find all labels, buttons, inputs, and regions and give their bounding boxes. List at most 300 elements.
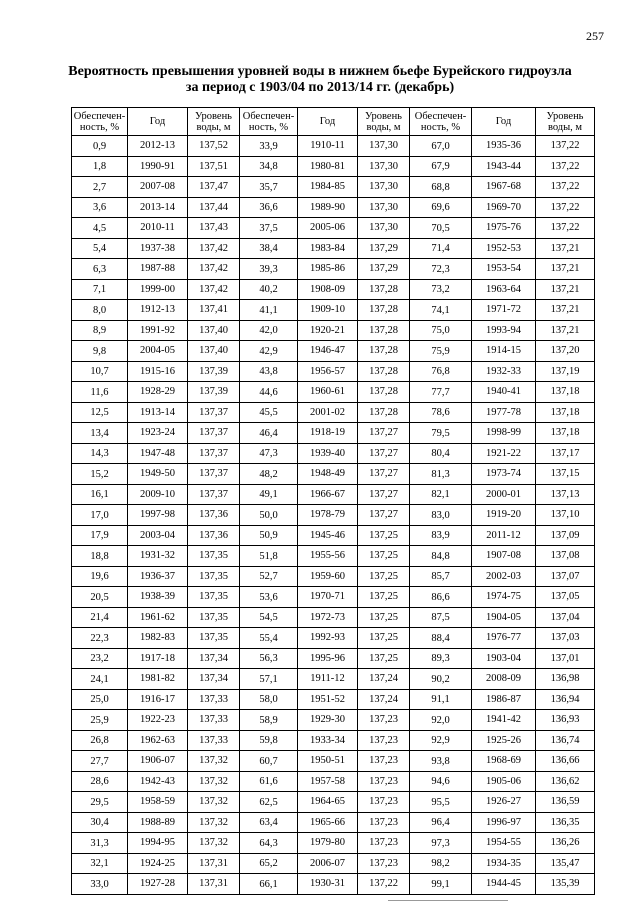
probability-cell: 46,4	[240, 423, 298, 444]
year-cell: 1939-40	[298, 443, 358, 464]
probability-cell: 95,5	[410, 792, 472, 813]
level-cell: 136,74	[536, 730, 595, 751]
probability-cell: 63,4	[240, 812, 298, 833]
table-row	[72, 853, 595, 874]
year-cell: 1973-74	[472, 464, 536, 485]
probability-cell: 22,3	[72, 628, 128, 649]
probability-cell: 4,5	[72, 218, 128, 239]
year-cell: 1993-94	[472, 320, 536, 341]
level-cell: 137,18	[536, 402, 595, 423]
probability-cell: 1,8	[72, 156, 128, 177]
year-cell: 1999-00	[128, 279, 188, 300]
probability-cell: 54,5	[240, 607, 298, 628]
year-cell: 1941-42	[472, 710, 536, 731]
probability-cell: 27,7	[72, 751, 128, 772]
probability-cell: 84,8	[410, 546, 472, 567]
probability-cell: 19,6	[72, 566, 128, 587]
probability-cell: 25,0	[72, 689, 128, 710]
level-cell: 137,25	[358, 607, 410, 628]
level-cell: 137,42	[188, 259, 240, 280]
year-cell: 1932-33	[472, 361, 536, 382]
level-cell: 137,32	[188, 771, 240, 792]
table-row	[72, 156, 595, 177]
level-cell: 137,32	[188, 833, 240, 854]
probability-cell: 52,7	[240, 566, 298, 587]
probability-cell: 16,1	[72, 484, 128, 505]
year-cell: 1959-60	[298, 566, 358, 587]
year-cell: 2005-06	[298, 218, 358, 239]
bottom-divider	[388, 900, 508, 901]
year-cell: 1997-98	[128, 505, 188, 526]
level-cell: 137,32	[188, 751, 240, 772]
level-cell: 137,35	[188, 587, 240, 608]
level-cell: 137,05	[536, 587, 595, 608]
probability-cell: 64,3	[240, 833, 298, 854]
level-cell: 137,40	[188, 320, 240, 341]
year-cell: 1934-35	[472, 853, 536, 874]
level-cell: 137,35	[188, 607, 240, 628]
probability-cell: 15,2	[72, 464, 128, 485]
probability-cell: 71,4	[410, 238, 472, 259]
level-cell: 137,13	[536, 484, 595, 505]
probability-cell: 61,6	[240, 771, 298, 792]
probability-cell: 45,5	[240, 402, 298, 423]
year-cell: 1933-34	[298, 730, 358, 751]
probability-cell: 33,9	[240, 136, 298, 157]
level-cell: 136,94	[536, 689, 595, 710]
column-header: Год	[472, 108, 536, 136]
year-cell: 1913-14	[128, 402, 188, 423]
year-cell: 1964-65	[298, 792, 358, 813]
level-cell: 137,27	[358, 423, 410, 444]
table-row	[72, 136, 595, 157]
year-cell: 1957-58	[298, 771, 358, 792]
year-cell: 2004-05	[128, 341, 188, 362]
year-cell: 1944-45	[472, 874, 536, 895]
level-cell: 137,10	[536, 505, 595, 526]
level-cell: 137,37	[188, 402, 240, 423]
probability-cell: 2,7	[72, 177, 128, 198]
probability-cell: 58,9	[240, 710, 298, 731]
level-cell: 137,27	[358, 505, 410, 526]
level-cell: 137,23	[358, 812, 410, 833]
table-row	[72, 751, 595, 772]
year-cell: 1927-28	[128, 874, 188, 895]
year-cell: 2008-09	[472, 669, 536, 690]
probability-cell: 34,8	[240, 156, 298, 177]
table-row	[72, 341, 595, 362]
probability-cell: 98,2	[410, 853, 472, 874]
probability-cell: 38,4	[240, 238, 298, 259]
level-cell: 137,25	[358, 566, 410, 587]
year-cell: 1930-31	[298, 874, 358, 895]
year-cell: 1948-49	[298, 464, 358, 485]
probability-cell: 50,9	[240, 525, 298, 546]
probability-cell: 65,2	[240, 853, 298, 874]
probability-cell: 55,4	[240, 628, 298, 649]
table-row	[72, 874, 595, 895]
year-cell: 1979-80	[298, 833, 358, 854]
table-row	[72, 464, 595, 485]
year-cell: 1981-82	[128, 669, 188, 690]
probability-cell: 30,4	[72, 812, 128, 833]
probability-cell: 49,1	[240, 484, 298, 505]
year-cell: 1990-91	[128, 156, 188, 177]
year-cell: 1976-77	[472, 628, 536, 649]
probability-cell: 67,0	[410, 136, 472, 157]
level-cell: 137,22	[536, 197, 595, 218]
level-cell: 137,33	[188, 730, 240, 751]
year-cell: 1928-29	[128, 382, 188, 403]
table-body	[72, 136, 595, 895]
year-cell: 2003-04	[128, 525, 188, 546]
probability-cell: 99,1	[410, 874, 472, 895]
level-cell: 137,27	[358, 443, 410, 464]
year-cell: 1920-21	[298, 320, 358, 341]
level-cell: 137,40	[188, 341, 240, 362]
level-cell: 137,03	[536, 628, 595, 649]
probability-cell: 81,3	[410, 464, 472, 485]
table-row	[72, 669, 595, 690]
table-row	[72, 587, 595, 608]
year-cell: 1918-19	[298, 423, 358, 444]
level-cell: 137,33	[188, 689, 240, 710]
level-cell: 137,25	[358, 587, 410, 608]
level-cell: 137,18	[536, 423, 595, 444]
level-cell: 137,28	[358, 361, 410, 382]
level-cell: 137,22	[536, 156, 595, 177]
probability-cell: 62,5	[240, 792, 298, 813]
level-cell: 137,15	[536, 464, 595, 485]
level-cell: 137,23	[358, 710, 410, 731]
level-cell: 137,20	[536, 341, 595, 362]
probability-cell: 26,8	[72, 730, 128, 751]
probability-cell: 8,9	[72, 320, 128, 341]
probability-cell: 94,6	[410, 771, 472, 792]
probability-cell: 41,1	[240, 300, 298, 321]
level-cell: 137,29	[358, 238, 410, 259]
probability-cell: 93,8	[410, 751, 472, 772]
year-cell: 1953-54	[472, 259, 536, 280]
year-cell: 1936-37	[128, 566, 188, 587]
probability-cell: 90,2	[410, 669, 472, 690]
level-cell: 136,66	[536, 751, 595, 772]
level-cell: 137,29	[358, 259, 410, 280]
probability-cell: 87,5	[410, 607, 472, 628]
level-cell: 137,23	[358, 730, 410, 751]
table-row	[72, 546, 595, 567]
level-cell: 137,34	[188, 669, 240, 690]
year-cell: 1906-07	[128, 751, 188, 772]
level-cell: 137,18	[536, 382, 595, 403]
probability-cell: 42,9	[240, 341, 298, 362]
level-cell: 136,35	[536, 812, 595, 833]
probability-cell: 40,2	[240, 279, 298, 300]
table-row	[72, 259, 595, 280]
water-level-table	[71, 107, 595, 895]
probability-cell: 50,0	[240, 505, 298, 526]
year-cell: 1949-50	[128, 464, 188, 485]
level-cell: 135,47	[536, 853, 595, 874]
year-cell: 1970-71	[298, 587, 358, 608]
probability-cell: 32,1	[72, 853, 128, 874]
table-row	[72, 833, 595, 854]
level-cell: 137,25	[358, 628, 410, 649]
probability-cell: 6,3	[72, 259, 128, 280]
probability-cell: 68,8	[410, 177, 472, 198]
year-cell: 1937-38	[128, 238, 188, 259]
year-cell: 1994-95	[128, 833, 188, 854]
level-cell: 136,26	[536, 833, 595, 854]
year-cell: 1931-32	[128, 546, 188, 567]
year-cell: 1917-18	[128, 648, 188, 669]
probability-cell: 3,6	[72, 197, 128, 218]
level-cell: 137,22	[536, 177, 595, 198]
probability-cell: 97,3	[410, 833, 472, 854]
probability-cell: 60,7	[240, 751, 298, 772]
year-cell: 1912-13	[128, 300, 188, 321]
level-cell: 137,21	[536, 300, 595, 321]
probability-cell: 88,4	[410, 628, 472, 649]
level-cell: 137,22	[536, 218, 595, 239]
level-cell: 137,43	[188, 218, 240, 239]
probability-cell: 72,3	[410, 259, 472, 280]
year-cell: 2009-10	[128, 484, 188, 505]
level-cell: 137,36	[188, 505, 240, 526]
year-cell: 1989-90	[298, 197, 358, 218]
level-cell: 137,24	[358, 689, 410, 710]
probability-cell: 25,9	[72, 710, 128, 731]
level-cell: 137,35	[188, 628, 240, 649]
table-row	[72, 628, 595, 649]
year-cell: 2012-13	[128, 136, 188, 157]
year-cell: 1907-08	[472, 546, 536, 567]
year-cell: 1908-09	[298, 279, 358, 300]
level-cell: 137,44	[188, 197, 240, 218]
probability-cell: 70,5	[410, 218, 472, 239]
probability-cell: 31,3	[72, 833, 128, 854]
table-row	[72, 648, 595, 669]
table-row	[72, 525, 595, 546]
probability-cell: 51,8	[240, 546, 298, 567]
year-cell: 1916-17	[128, 689, 188, 710]
probability-cell: 56,3	[240, 648, 298, 669]
year-cell: 1946-47	[298, 341, 358, 362]
year-cell: 1951-52	[298, 689, 358, 710]
table-row	[72, 197, 595, 218]
level-cell: 136,62	[536, 771, 595, 792]
level-cell: 137,37	[188, 484, 240, 505]
year-cell: 1904-05	[472, 607, 536, 628]
probability-cell: 33,0	[72, 874, 128, 895]
year-cell: 1921-22	[472, 443, 536, 464]
year-cell: 1998-99	[472, 423, 536, 444]
level-cell: 137,37	[188, 423, 240, 444]
probability-cell: 66,1	[240, 874, 298, 895]
year-cell: 1968-69	[472, 751, 536, 772]
year-cell: 1984-85	[298, 177, 358, 198]
year-cell: 1960-61	[298, 382, 358, 403]
level-cell: 137,28	[358, 402, 410, 423]
year-cell: 1983-84	[298, 238, 358, 259]
year-cell: 1967-68	[472, 177, 536, 198]
year-cell: 1965-66	[298, 812, 358, 833]
level-cell: 137,25	[358, 525, 410, 546]
probability-cell: 69,6	[410, 197, 472, 218]
probability-cell: 44,6	[240, 382, 298, 403]
year-cell: 2001-02	[298, 402, 358, 423]
level-cell: 137,52	[188, 136, 240, 157]
year-cell: 1954-55	[472, 833, 536, 854]
level-cell: 137,28	[358, 320, 410, 341]
year-cell: 1969-70	[472, 197, 536, 218]
year-cell: 1950-51	[298, 751, 358, 772]
year-cell: 1961-62	[128, 607, 188, 628]
year-cell: 1905-06	[472, 771, 536, 792]
probability-cell: 36,6	[240, 197, 298, 218]
probability-cell: 74,1	[410, 300, 472, 321]
level-cell: 137,34	[188, 648, 240, 669]
year-cell: 1975-76	[472, 218, 536, 239]
level-cell: 137,31	[188, 853, 240, 874]
year-cell: 1971-72	[472, 300, 536, 321]
year-cell: 1952-53	[472, 238, 536, 259]
level-cell: 137,21	[536, 238, 595, 259]
title-line-1: Вероятность превышения уровней воды в нижнем бьефе Бурейского гидроузла	[68, 64, 572, 79]
probability-cell: 92,9	[410, 730, 472, 751]
level-cell: 136,98	[536, 669, 595, 690]
probability-cell: 17,9	[72, 525, 128, 546]
year-cell: 1923-24	[128, 423, 188, 444]
level-cell: 137,35	[188, 546, 240, 567]
probability-cell: 86,6	[410, 587, 472, 608]
probability-cell: 75,0	[410, 320, 472, 341]
year-cell: 1982-83	[128, 628, 188, 649]
probability-cell: 21,4	[72, 607, 128, 628]
column-header: Уровень воды, м	[188, 108, 240, 136]
year-cell: 1978-79	[298, 505, 358, 526]
probability-cell: 47,3	[240, 443, 298, 464]
level-cell: 137,21	[536, 259, 595, 280]
probability-cell: 9,8	[72, 341, 128, 362]
level-cell: 137,21	[536, 320, 595, 341]
year-cell: 1977-78	[472, 402, 536, 423]
year-cell: 1911-12	[298, 669, 358, 690]
probability-cell: 14,3	[72, 443, 128, 464]
level-cell: 137,25	[358, 648, 410, 669]
year-cell: 1942-43	[128, 771, 188, 792]
year-cell: 2006-07	[298, 853, 358, 874]
level-cell: 137,42	[188, 279, 240, 300]
table-header-row	[72, 108, 595, 136]
probability-cell: 53,6	[240, 587, 298, 608]
level-cell: 137,51	[188, 156, 240, 177]
probability-cell: 83,0	[410, 505, 472, 526]
level-cell: 137,28	[358, 300, 410, 321]
level-cell: 137,04	[536, 607, 595, 628]
table-row	[72, 177, 595, 198]
probability-cell: 29,5	[72, 792, 128, 813]
year-cell: 2000-01	[472, 484, 536, 505]
year-cell: 1903-04	[472, 648, 536, 669]
probability-cell: 78,6	[410, 402, 472, 423]
probability-cell: 75,9	[410, 341, 472, 362]
probability-cell: 7,1	[72, 279, 128, 300]
level-cell: 137,42	[188, 238, 240, 259]
level-cell: 137,17	[536, 443, 595, 464]
level-cell: 137,27	[358, 484, 410, 505]
level-cell: 137,32	[188, 812, 240, 833]
level-cell: 137,22	[536, 136, 595, 157]
column-header: Обеспечен-ность, %	[72, 108, 128, 136]
probability-cell: 92,0	[410, 710, 472, 731]
year-cell: 1995-96	[298, 648, 358, 669]
table-row	[72, 710, 595, 731]
probability-cell: 35,7	[240, 177, 298, 198]
column-header: Год	[298, 108, 358, 136]
year-cell: 1991-92	[128, 320, 188, 341]
level-cell: 137,31	[188, 874, 240, 895]
page-number: 257	[586, 29, 604, 43]
year-cell: 1963-64	[472, 279, 536, 300]
year-cell: 1974-75	[472, 587, 536, 608]
year-cell: 1910-11	[298, 136, 358, 157]
level-cell: 137,08	[536, 546, 595, 567]
table-row	[72, 730, 595, 751]
level-cell: 137,37	[188, 443, 240, 464]
level-cell: 137,30	[358, 197, 410, 218]
year-cell: 1924-25	[128, 853, 188, 874]
year-cell: 1988-89	[128, 812, 188, 833]
probability-cell: 20,5	[72, 587, 128, 608]
level-cell: 137,41	[188, 300, 240, 321]
table-row	[72, 566, 595, 587]
probability-cell: 0,9	[72, 136, 128, 157]
table-row	[72, 279, 595, 300]
year-cell: 1980-81	[298, 156, 358, 177]
level-cell: 136,59	[536, 792, 595, 813]
level-cell: 137,28	[358, 279, 410, 300]
probability-cell: 58,0	[240, 689, 298, 710]
year-cell: 1987-88	[128, 259, 188, 280]
column-header: Уровень воды, м	[358, 108, 410, 136]
probability-cell: 67,9	[410, 156, 472, 177]
level-cell: 137,37	[188, 464, 240, 485]
level-cell: 137,23	[358, 771, 410, 792]
table-row	[72, 402, 595, 423]
level-cell: 137,33	[188, 710, 240, 731]
probability-cell: 59,8	[240, 730, 298, 751]
year-cell: 1929-30	[298, 710, 358, 731]
probability-cell: 37,5	[240, 218, 298, 239]
year-cell: 1986-87	[472, 689, 536, 710]
table-row	[72, 300, 595, 321]
probability-cell: 80,4	[410, 443, 472, 464]
year-cell: 2011-12	[472, 525, 536, 546]
table-row	[72, 382, 595, 403]
probability-cell: 42,0	[240, 320, 298, 341]
probability-cell: 76,8	[410, 361, 472, 382]
level-cell: 137,35	[188, 566, 240, 587]
level-cell: 137,30	[358, 136, 410, 157]
level-cell: 137,19	[536, 361, 595, 382]
probability-cell: 24,1	[72, 669, 128, 690]
probability-cell: 77,7	[410, 382, 472, 403]
level-cell: 137,30	[358, 156, 410, 177]
level-cell: 137,01	[536, 648, 595, 669]
probability-cell: 43,8	[240, 361, 298, 382]
level-cell: 137,39	[188, 382, 240, 403]
